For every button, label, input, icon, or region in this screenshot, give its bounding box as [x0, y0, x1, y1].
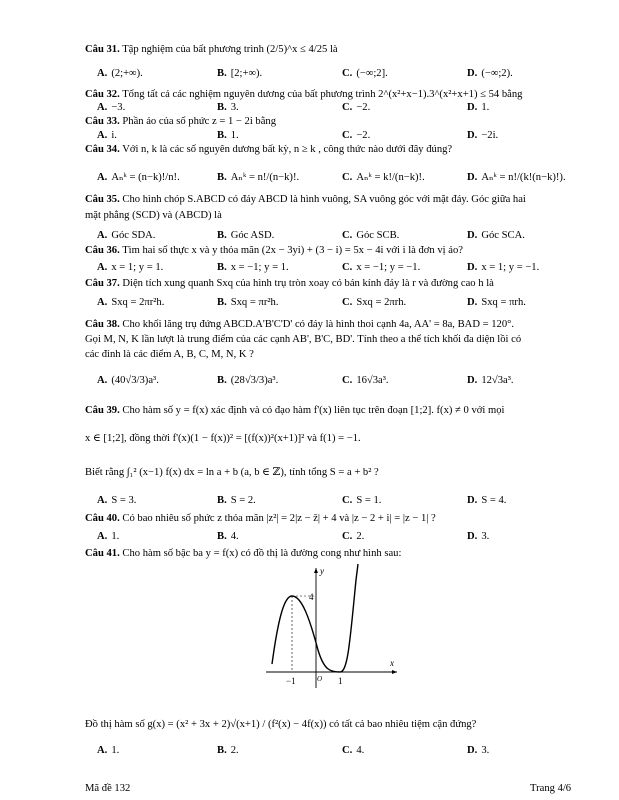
question-number: Câu 32.: [85, 89, 120, 100]
question-text: Cho khối lăng trụ đứng ABCD.A'B'C'D' có đáy là hình thoi cạnh 4a, AA' = 8a, BAD = 120°.: [122, 319, 515, 330]
question-number: Câu 35.: [85, 194, 120, 205]
option-d: D. 3.: [467, 745, 490, 756]
exam-code: Mã đề 132: [85, 783, 131, 794]
option-b: B. 2.: [217, 745, 239, 756]
option-c: C. Aₙᵏ = k!/(n−k)!.: [342, 172, 425, 183]
option-b: B. Aₙᵏ = n!/(n−k)!.: [217, 172, 300, 183]
option-c: C. 2.: [342, 531, 365, 542]
option-d: D. Góc SCA.: [467, 230, 525, 241]
option-a: A. Aₙᵏ = (n−k)!/n!.: [97, 172, 180, 183]
question-text: Tập nghiệm của bất phương trình (2/5)^x ≤ 4/25 là: [122, 44, 338, 55]
option-a: A. (40√3/3)a³.: [97, 375, 159, 386]
option-d: D. Aₙᵏ = n!/(k!(n−k)!).: [467, 172, 566, 183]
question-36: [85, 244, 595, 257]
option-a: A. 1.: [97, 531, 120, 542]
question-number: Câu 41.: [85, 548, 120, 559]
option-d: D. 3.: [467, 531, 490, 542]
question-35: [85, 193, 595, 206]
option-a: A. Góc SDA.: [97, 230, 156, 241]
question-text: Tìm hai số thực x và y thỏa mãn (2x − 3yi) + (3 − i) = 5x − 4i với i là đơn vị ảo?: [122, 245, 463, 256]
option-b: B. (28√3/3)a³.: [217, 375, 279, 386]
question-text: Tổng tất cả các nghiệm nguyên dương của bất phương trình 2^(x²+x−1).3^(x²+x+1) ≤ 54 bằng: [122, 89, 523, 100]
question-text: Có bao nhiêu số phức z thỏa mãn |z²| = 2|z − z̄| + 4 và |z − 2 + i| = |z − 1| ?: [122, 513, 436, 524]
option-c: C. 4.: [342, 745, 365, 756]
option-d: D. 12√3a³.: [467, 375, 514, 386]
option-c: C. (−∞;2].: [342, 68, 388, 79]
option-b: B. 3.: [217, 102, 239, 113]
question-32: [85, 88, 595, 101]
option-a: A. i.: [97, 130, 117, 141]
options-40: [97, 530, 597, 544]
origin-label: O: [317, 675, 323, 683]
y-label: y: [320, 566, 324, 576]
options-33: [97, 129, 597, 143]
options-38: [97, 374, 597, 388]
option-d: D. S = 4.: [467, 495, 507, 506]
question-number: Câu 33.: [85, 116, 120, 127]
question-39-line2: x ∈ [1;2], đồng thời f'(x)(1 − f(x))² = [(f(x))²(x+1)]² và f(1) = −1.: [85, 433, 361, 444]
options-35: [97, 229, 597, 243]
options-34: [97, 171, 597, 185]
option-b: B. 1.: [217, 130, 239, 141]
option-a: A. x = 1; y = 1.: [97, 262, 164, 273]
question-39: [85, 404, 595, 417]
question-38: [85, 318, 595, 331]
question-number: Câu 38.: [85, 319, 120, 330]
question-number: Câu 31.: [85, 44, 120, 55]
question-41-line2: Đồ thị hàm số g(x) = (x² + 3x + 2)√(x+1) / (f²(x) − 4f(x)) có tất cả bao nhiêu tiệm cận đứng?: [85, 719, 477, 730]
question-number: Câu 34.: [85, 144, 120, 155]
question-number: Câu 36.: [85, 245, 120, 256]
option-d: D. (−∞;2).: [467, 68, 513, 79]
question-33: [85, 115, 595, 128]
question-34: [85, 143, 595, 156]
option-a: A. −3.: [97, 102, 126, 113]
x-axis-arrow: [392, 670, 397, 674]
question-41: [85, 547, 595, 560]
question-text: Cho hàm số bậc ba y = f(x) có đồ thị là đường cong như hình sau:: [122, 548, 402, 559]
question-37: [85, 277, 595, 290]
option-a: A. S = 3.: [97, 495, 137, 506]
question-text: Phần ảo của số phức z = 1 − 2i bằng: [122, 116, 276, 127]
option-b: B. [2;+∞).: [217, 68, 263, 79]
option-d: D. Sxq = πrh.: [467, 297, 526, 308]
question-text: Diện tích xung quanh Sxq của hình trụ tròn xoay có bán kính đáy là r và đường cao h là: [122, 278, 494, 289]
options-31: [97, 67, 597, 81]
option-a: A. (2;+∞).: [97, 68, 143, 79]
question-31: [85, 43, 595, 56]
tick-y-4: 4: [309, 592, 314, 602]
option-c: C. −2.: [342, 102, 371, 113]
question-text: Với n, k là các số nguyên dương bất kỳ, n ≥ k , công thức nào dưới đây đúng?: [122, 144, 453, 155]
question-38-line3: các đỉnh là các điểm A, B, C, M, N, K ?: [85, 349, 254, 360]
options-32: [97, 101, 597, 115]
question-number: Câu 40.: [85, 513, 120, 524]
tick-1: 1: [338, 676, 343, 686]
question-number: Câu 39.: [85, 405, 120, 416]
option-c: C. 16√3a³.: [342, 375, 389, 386]
option-b: B. S = 2.: [217, 495, 256, 506]
option-c: C. Góc SCB.: [342, 230, 400, 241]
cubic-graph: [252, 560, 402, 690]
option-c: C. −2.: [342, 130, 371, 141]
option-d: D. x = 1; y = −1.: [467, 262, 540, 273]
question-38-line2: Gọi M, N, K lần lượt là trung điểm của các cạnh AB', B'C, BD'. Tính theo a thể tích khối đa diện lồi có: [85, 334, 522, 345]
option-b: B. 4.: [217, 531, 239, 542]
question-35-line2: mặt phẳng (SCD) và (ABCD) là: [85, 210, 222, 221]
y-axis-arrow: [314, 568, 318, 573]
options-39: [97, 494, 597, 508]
page-number: Trang 4/6: [530, 783, 572, 794]
option-c: C. Sxq = 2πrh.: [342, 297, 407, 308]
option-a: A. 1.: [97, 745, 120, 756]
option-b: B. Sxq = πr²h.: [217, 297, 279, 308]
tick-neg1: −1: [286, 676, 296, 686]
question-40: [85, 512, 595, 525]
question-text: Cho hàm số y = f(x) xác định và có đạo hàm f'(x) liên tục trên đoạn [1;2]. f(x) ≠ 0 với mọi: [122, 405, 505, 416]
option-d: D. 1.: [467, 102, 490, 113]
question-number: Câu 37.: [85, 278, 120, 289]
question-text: Cho hình chóp S.ABCD có đáy ABCD là hình vuông, SA vuông góc với mặt đáy. Góc giữa hai: [122, 194, 526, 205]
options-37: [97, 296, 597, 310]
option-c: C. S = 1.: [342, 495, 382, 506]
option-d: D. −2i.: [467, 130, 499, 141]
options-41: [97, 744, 597, 758]
option-a: A. Sxq = 2πr²h.: [97, 297, 165, 308]
option-b: B. x = −1; y = 1.: [217, 262, 289, 273]
option-c: C. x = −1; y = −1.: [342, 262, 421, 273]
question-39-line3: Biết rằng ∫₁² (x−1) f(x) dx = ln a + b (a, b ∈ ℤ), tính tổng S = a + b² ?: [85, 467, 379, 478]
option-b: B. Góc ASD.: [217, 230, 275, 241]
x-label: x: [390, 658, 394, 668]
cubic-curve: [272, 564, 358, 672]
options-36: [97, 261, 597, 275]
